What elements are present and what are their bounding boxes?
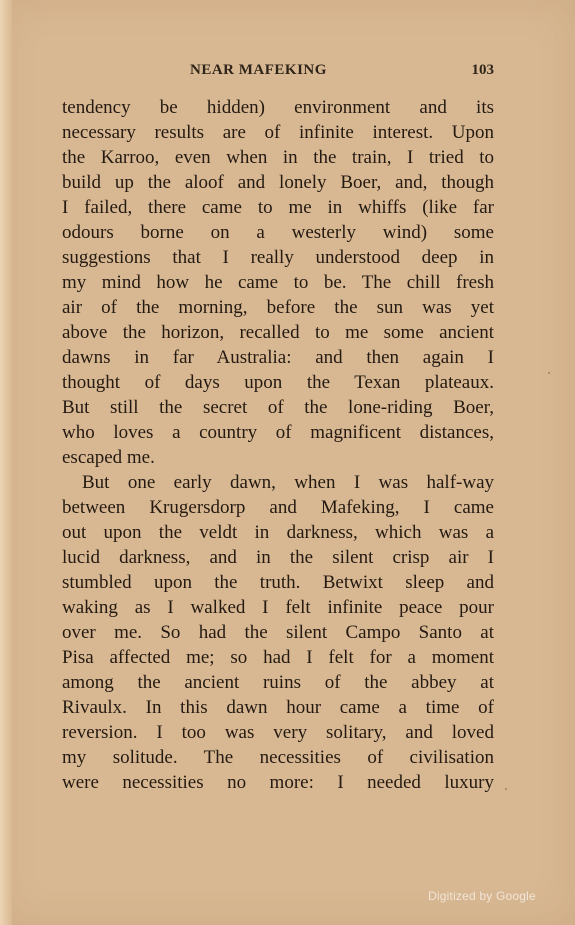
- text-line: my mind how he came to be. The chill fresh: [62, 272, 494, 293]
- text-line: build up the aloof and lonely Boer, and, though: [62, 172, 494, 193]
- text-line: suggestions that I really understood deep in: [62, 247, 494, 268]
- text-line: dawns in far Australia: and then again I: [62, 347, 494, 368]
- text-line: tendency be hidden) environment and its: [62, 97, 494, 118]
- text-line: were necessities no more: I needed luxury: [62, 772, 494, 793]
- text-line: between Krugersdorp and Mafeking, I came: [62, 497, 494, 518]
- page-edge: [0, 0, 12, 925]
- paper-speck: [548, 372, 550, 374]
- text-line: reversion. I too was very solitary, and loved: [62, 722, 494, 743]
- digitized-watermark: Digitized by Google: [428, 889, 536, 903]
- text-line: the Karroo, even when in the train, I tried to: [62, 147, 494, 168]
- text-line: lucid darkness, and in the silent crisp air I: [62, 547, 494, 568]
- text-line: odours borne on a westerly wind) some: [62, 222, 494, 243]
- text-line: But still the secret of the lone-riding Boer,: [62, 397, 494, 418]
- text-line: Pisa affected me; so had I felt for a moment: [62, 647, 494, 668]
- text-line: Rivaulx. In this dawn hour came a time of: [62, 697, 494, 718]
- text-line: I failed, there came to me in whiffs (like far: [62, 197, 494, 218]
- paper-speck: [505, 788, 507, 790]
- body-text: [62, 95, 494, 795]
- text-line: out upon the veldt in darkness, which was a: [62, 522, 494, 543]
- text-line: my solitude. The necessities of civilisation: [62, 747, 494, 768]
- text-line: stumbled upon the truth. Betwixt sleep and: [62, 572, 494, 593]
- text-line: escaped me.: [62, 447, 155, 468]
- text-line: over me. So had the silent Campo Santo at: [62, 622, 494, 643]
- text-line: above the horizon, recalled to me some ancient: [62, 322, 494, 343]
- text-line: among the ancient ruins of the abbey at: [62, 672, 494, 693]
- text-line: air of the morning, before the sun was yet: [62, 297, 494, 318]
- text-line: But one early dawn, when I was half-way: [82, 472, 494, 493]
- text-line: thought of days upon the Texan plateaux.: [62, 372, 494, 393]
- text-line: who loves a country of magnificent distances,: [62, 422, 494, 443]
- page-header: [62, 62, 494, 84]
- page-number: 103: [471, 62, 494, 78]
- text-line: waking as I walked I felt infinite peace pour: [62, 597, 494, 618]
- text-line: necessary results are of infinite interest. Upon: [62, 122, 494, 143]
- running-head: NEAR MAFEKING: [190, 62, 327, 78]
